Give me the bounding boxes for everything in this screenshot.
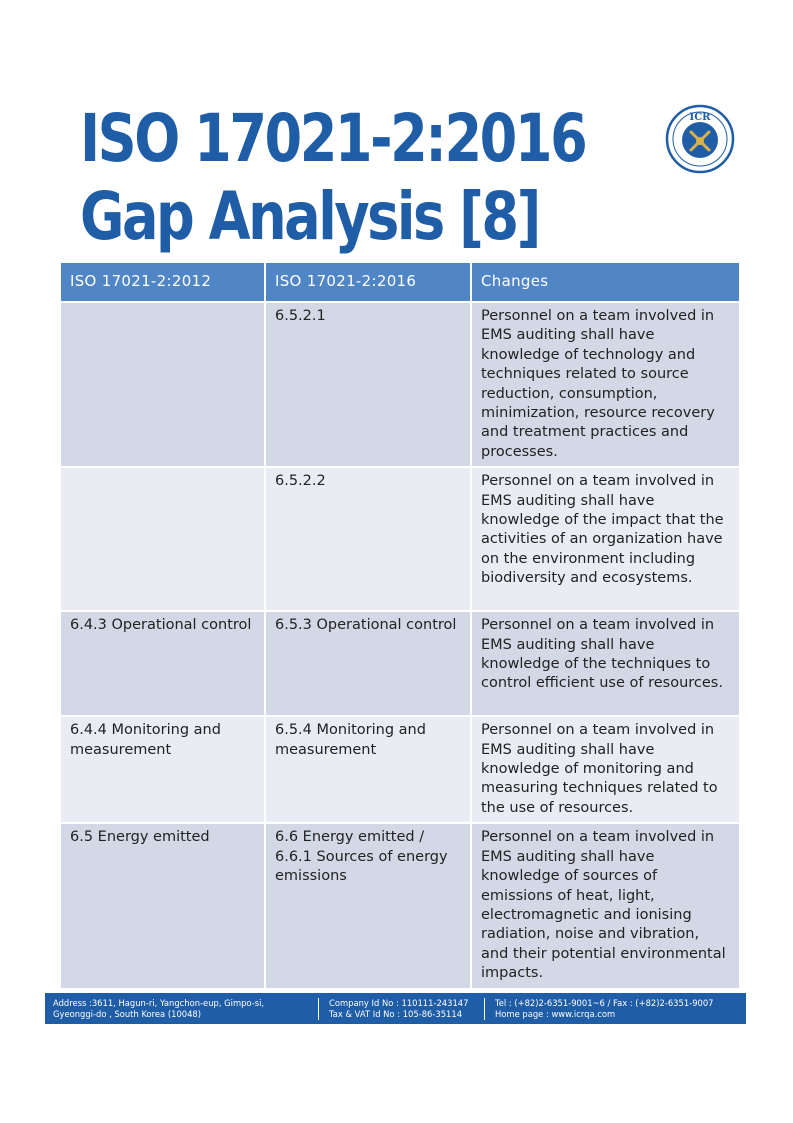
cell-2016-clause: 6.5.3 Operational control	[265, 611, 471, 716]
cell-change: Personnel on a team involved in EMS auditing shall have knowledge of sources of emissions of heat, light, electromagnetic and ionising radiation, noise and vibration, and their potential environmental impacts.	[471, 823, 740, 988]
cell-change: Personnel on a team involved in EMS auditing shall have knowledge of monitoring and measuring techniques related to the use of resources.	[471, 716, 740, 823]
cell-2012-clause: 6.4.4 Monitoring and measurement	[60, 716, 265, 823]
column-header-2016: ISO 17021-2:2016	[265, 262, 471, 302]
table-row	[60, 302, 740, 467]
cell-2016-clause: 6.5.2.1	[265, 302, 471, 467]
page-title	[80, 100, 585, 256]
cell-2012-clause	[60, 302, 265, 467]
cell-change: Personnel on a team involved in EMS auditing shall have knowledge of the techniques to control efficient use of resources.	[471, 611, 740, 716]
footer-homepage: Home page : www.icrqa.com	[495, 1008, 616, 1019]
gap-analysis-table	[59, 261, 741, 990]
cell-2016-clause: 6.5.4 Monitoring and measurement	[265, 716, 471, 823]
title-line-1: ISO 17021-2:2016	[80, 100, 586, 177]
table-row	[60, 823, 740, 988]
cell-2012-clause	[60, 467, 265, 611]
cell-2012-clause: 6.4.3 Operational control	[60, 611, 265, 716]
footer-ids	[318, 998, 484, 1020]
cell-2016-clause: 6.6 Energy emitted / 6.6.1 Sources of energy emissions	[265, 823, 471, 988]
footer-tel-fax: Tel : (+82)2-6351-9001~6 / Fax : (+82)2-6351-9007	[495, 997, 714, 1008]
logo-text: ICR	[689, 112, 711, 123]
footer-tax-id: Tax & VAT Id No : 105-86-35114	[329, 1008, 463, 1019]
table-header-row	[60, 262, 740, 302]
footer-company-id: Company Id No : 110111-243147	[329, 997, 469, 1008]
column-header-changes: Changes	[471, 262, 740, 302]
icr-seal-logo-icon	[665, 104, 735, 174]
footer-address-line-1: Address :3611, Hagun-ri, Yangchon-eup, Gimpo-si,	[53, 997, 265, 1008]
title-line-2: Gap Analysis [8]	[80, 178, 539, 255]
footer-contact	[484, 998, 714, 1020]
table-row	[60, 467, 740, 611]
cell-2016-clause: 6.5.2.2	[265, 467, 471, 611]
footer-address-line-2: Gyeonggi-do , South Korea (10048)	[53, 1008, 202, 1019]
cell-2012-clause: 6.5 Energy emitted	[60, 823, 265, 988]
cell-change: Personnel on a team involved in EMS auditing shall have knowledge of technology and techniques related to source reduction, consumption, minimization, resource recovery and treatment practices and processes.	[471, 302, 740, 467]
footer-bar	[45, 993, 746, 1024]
cell-change: Personnel on a team involved in EMS auditing shall have knowledge of the impact that the activities of an organization have on the environment including biodiversity and ecosystems.	[471, 467, 740, 611]
footer-address	[45, 998, 318, 1020]
table-row	[60, 716, 740, 823]
table-row	[60, 611, 740, 716]
column-header-2012: ISO 17021-2:2012	[60, 262, 265, 302]
